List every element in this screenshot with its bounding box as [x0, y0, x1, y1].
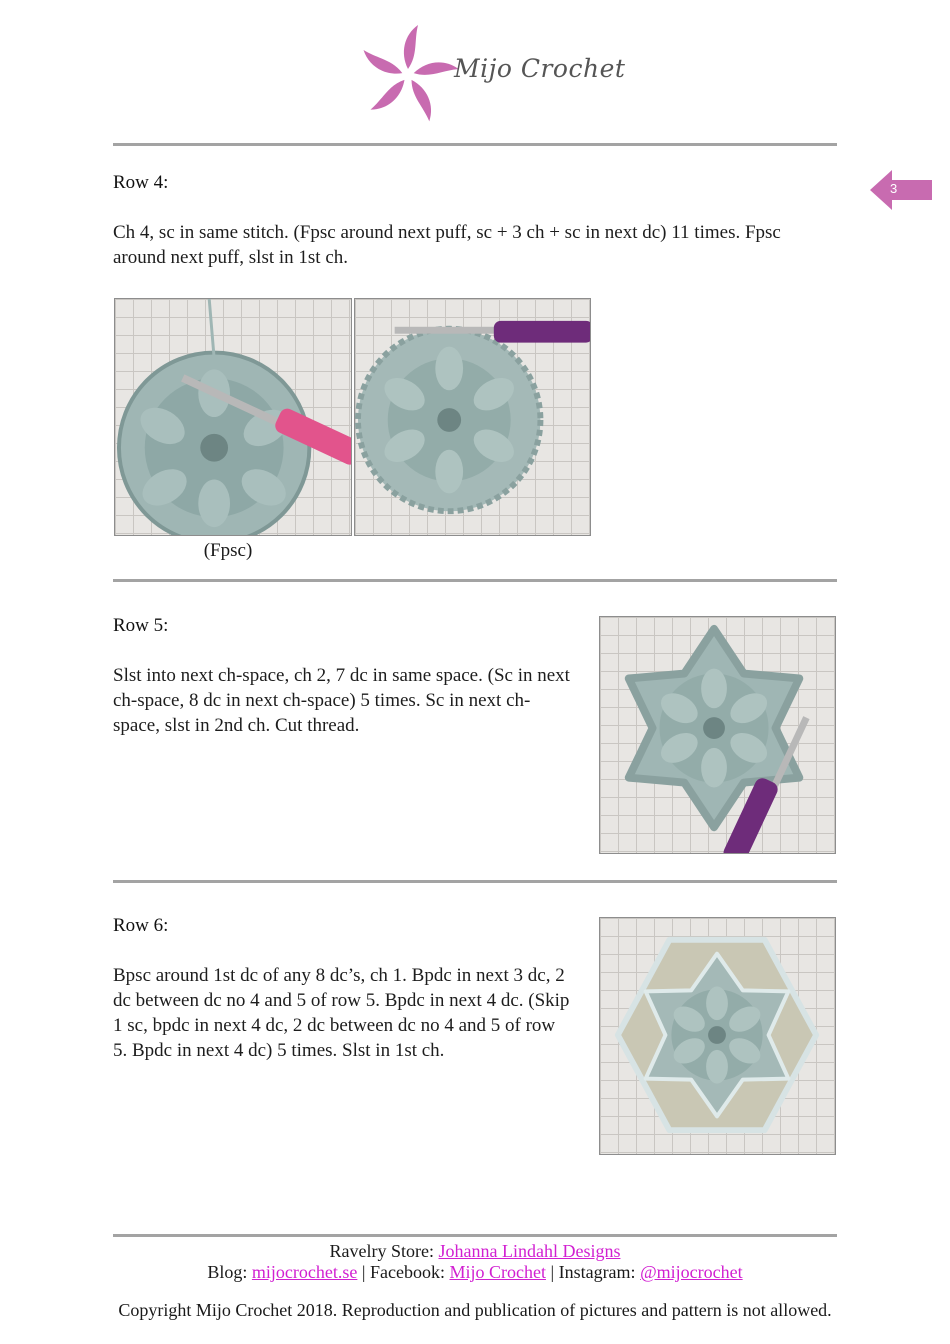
blog-label: Blog:: [207, 1262, 248, 1282]
separator: |: [361, 1262, 366, 1282]
facebook-label: Facebook:: [369, 1262, 445, 1282]
brand-name: Mijo Crochet: [454, 54, 626, 83]
photo-row-5: [599, 616, 836, 854]
photo-row-4-fpsc: [114, 298, 352, 536]
copyright-notice: Copyright Mijo Crochet 2018. Reproduction and publication of pictures and pattern is not allowed.: [118, 1300, 832, 1320]
instagram-link[interactable]: @mijocrochet: [640, 1262, 743, 1282]
flower-logo-icon: [362, 20, 458, 130]
photo-caption-fpsc: (Fpsc): [203, 540, 253, 561]
facebook-link[interactable]: Mijo Crochet: [449, 1262, 546, 1282]
photo-row-6: [599, 917, 836, 1155]
section-text-row-4: Ch 4, sc in same stitch. (Fpsc around next puff, sc + 3 ch + sc in next dc) 11 times. Fpsc around next puff, slst in 1st ch.: [113, 222, 781, 268]
section-text-row-5: Slst into next ch-space, ch 2, 7 dc in same space. (Sc in next ch-space, 8 dc in next ch-space) 5 times. Sc in next ch-space, slst in 2nd ch. Cut thread.: [113, 665, 570, 736]
page-number-badge: [870, 170, 932, 210]
separator: |: [550, 1262, 555, 1282]
section-title-row-6: Row 6:: [113, 915, 169, 936]
section-text-row-6: Bpsc around 1st dc of any 8 dc’s, ch 1. Bpdc in next 3 dc, 2 dc between dc no 4 and 5 of row 5. Bpdc in next 4 dc. (Skip 1 sc, bpdc in next 4 dc, 2 dc between dc no 4 and 5 of row 5. Bpdc in next 4 dc) 5 times. Slst in 1st ch.: [113, 965, 570, 1061]
ravelry-store-link[interactable]: Johanna Lindahl Designs: [438, 1241, 621, 1261]
section-title-row-4: Row 4:: [113, 172, 169, 193]
footer-ravelry: [0, 1241, 950, 1262]
divider: [113, 880, 837, 883]
brand-logo: [362, 20, 626, 130]
section-title-row-5: Row 5:: [113, 615, 169, 636]
footer-social: [0, 1262, 950, 1283]
photo-row-4-finished: [354, 298, 591, 536]
divider: [113, 579, 837, 582]
instagram-label: Instagram:: [558, 1262, 636, 1282]
ravelry-label: Ravelry Store:: [329, 1241, 434, 1261]
divider: [113, 143, 837, 146]
blog-link[interactable]: mijocrochet.se: [251, 1262, 358, 1282]
divider: [113, 1234, 837, 1237]
page-number: 3: [890, 181, 898, 196]
